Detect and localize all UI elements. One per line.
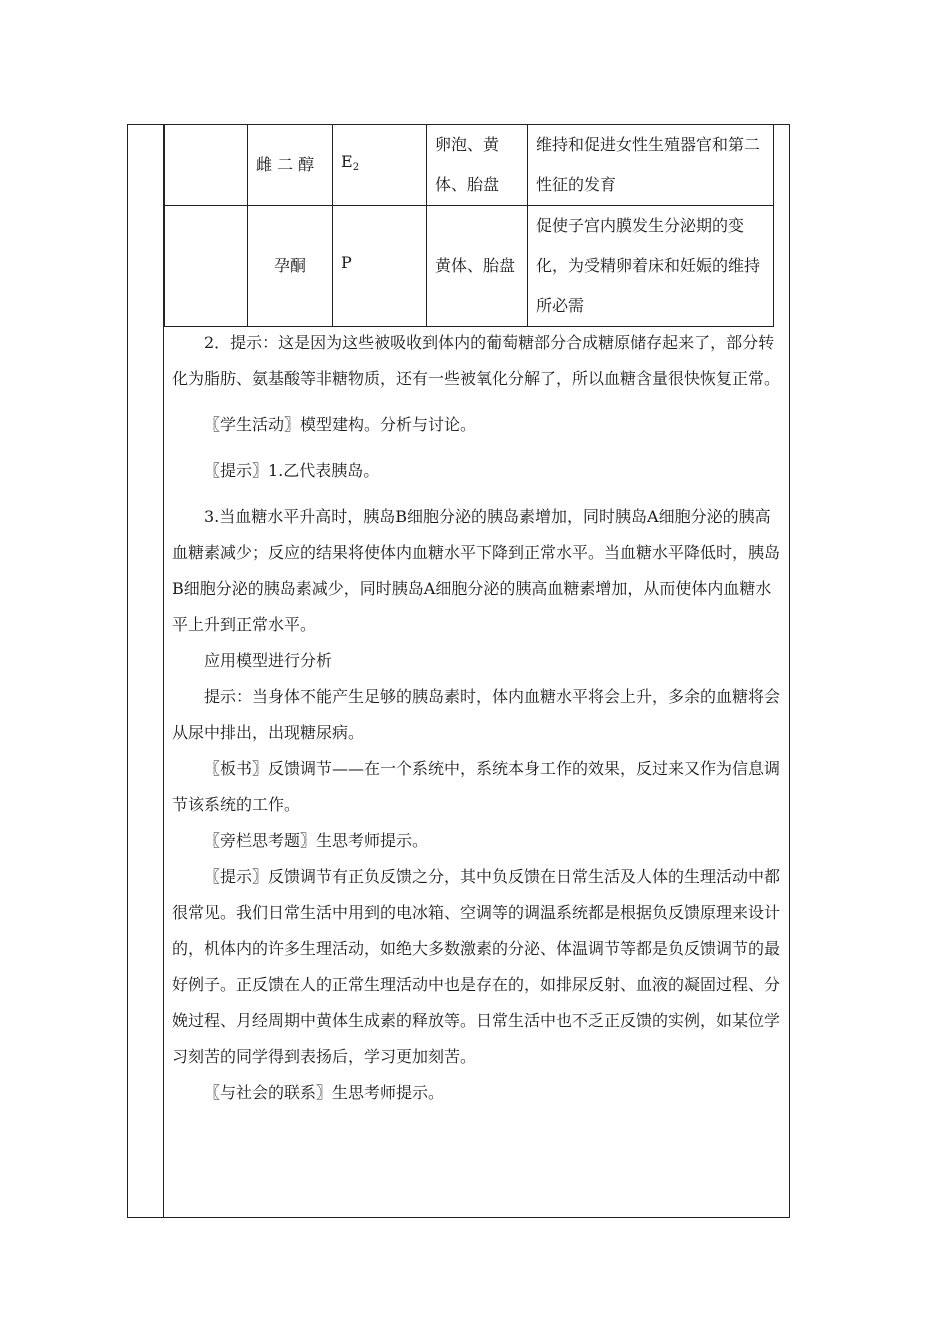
hint-paragraph: 〖提示〗1.乙代表胰岛。 <box>204 461 380 480</box>
answer-paragraph: 3.当血糖水平升高时，胰岛B细胞分泌的胰岛素增加，同时胰岛A细胞分泌的胰高血糖素减少；反应的结果将使体内血糖水平下降到正常水平。当血糖水平降低时，胰岛B细胞分泌的胰岛素减少，同时胰岛A细胞分泌的胰高血糖素增加，从而使体内血糖水平上升到正常水平。 <box>172 507 781 634</box>
table-row <box>165 206 774 327</box>
hormone-symbol-cell <box>333 125 427 206</box>
hint-paragraph: 提示：当身体不能产生足够的胰岛素时，体内血糖水平将会上升，多余的血糖将会从尿中排出，出现糖尿病。 <box>172 687 781 742</box>
main-content <box>172 325 782 1111</box>
hormone-function-cell: 维持和促进女性生殖器官和第二性征的发育 <box>528 125 774 206</box>
hormone-name-cell: 孕酮 <box>248 206 333 327</box>
answer-paragraph: 2．提示：这是因为这些被吸收到体内的葡萄糖部分合成糖原储存起来了，部分转化为脂肪、氨基酸等非糖物质，还有一些被氧化分解了，所以血糖含量很快恢复正常。 <box>172 333 781 388</box>
hormone-symbol-subscript: 2 <box>352 162 360 173</box>
blackboard-note: 〖板书〗反馈调节——在一个系统中，系统本身工作的效果，反过来又作为信息调节该系统的工作。 <box>172 759 781 814</box>
hormone-source-cell: 卵泡、黄体、胎盘 <box>427 125 528 206</box>
blank-cell <box>165 206 248 327</box>
hormone-symbol-cell <box>333 206 427 327</box>
hormone-symbol: P <box>341 253 352 272</box>
hint-paragraph: 〖提示〗反馈调节有正负反馈之分，其中负反馈在日常生活及人体的生理活动中都很常见。我们日常生活中用到的电冰箱、空调等的调温系统都是根据负反馈原理来设计的，机体内的许多生理活动，如绝大多数激素的分泌、体温调节等都是负反馈调节的最好例子。正反馈在人的正常生理活动中也是存在的，如排尿反射、血液的凝固过程、分娩过程、月经周期中黄体生成素的释放等。日常生活中也不乏正反馈的实例，如某位学习刻苦的同学得到表扬后，学习更加刻苦。 <box>172 867 781 1066</box>
hormone-source-cell: 黄体、胎盘 <box>427 206 528 327</box>
blank-cell <box>165 125 248 206</box>
student-activity: 〖学生活动〗模型建构。分析与讨论。 <box>204 415 477 434</box>
hormone-name-cell: 雌 二 醇 <box>248 125 333 206</box>
section-heading: 应用模型进行分析 <box>204 651 333 670</box>
hormone-symbol: E <box>341 152 353 171</box>
hormone-function-cell: 促使子宫内膜发生分泌期的变化，为受精卵着床和妊娠的维持所必需 <box>528 206 774 327</box>
society-connection: 〖与社会的联系〗生思考师提示。 <box>204 1083 445 1102</box>
hormone-table <box>164 124 774 325</box>
sidebar-question: 〖旁栏思考题〗生思考师提示。 <box>204 831 429 850</box>
table-row <box>165 125 774 206</box>
